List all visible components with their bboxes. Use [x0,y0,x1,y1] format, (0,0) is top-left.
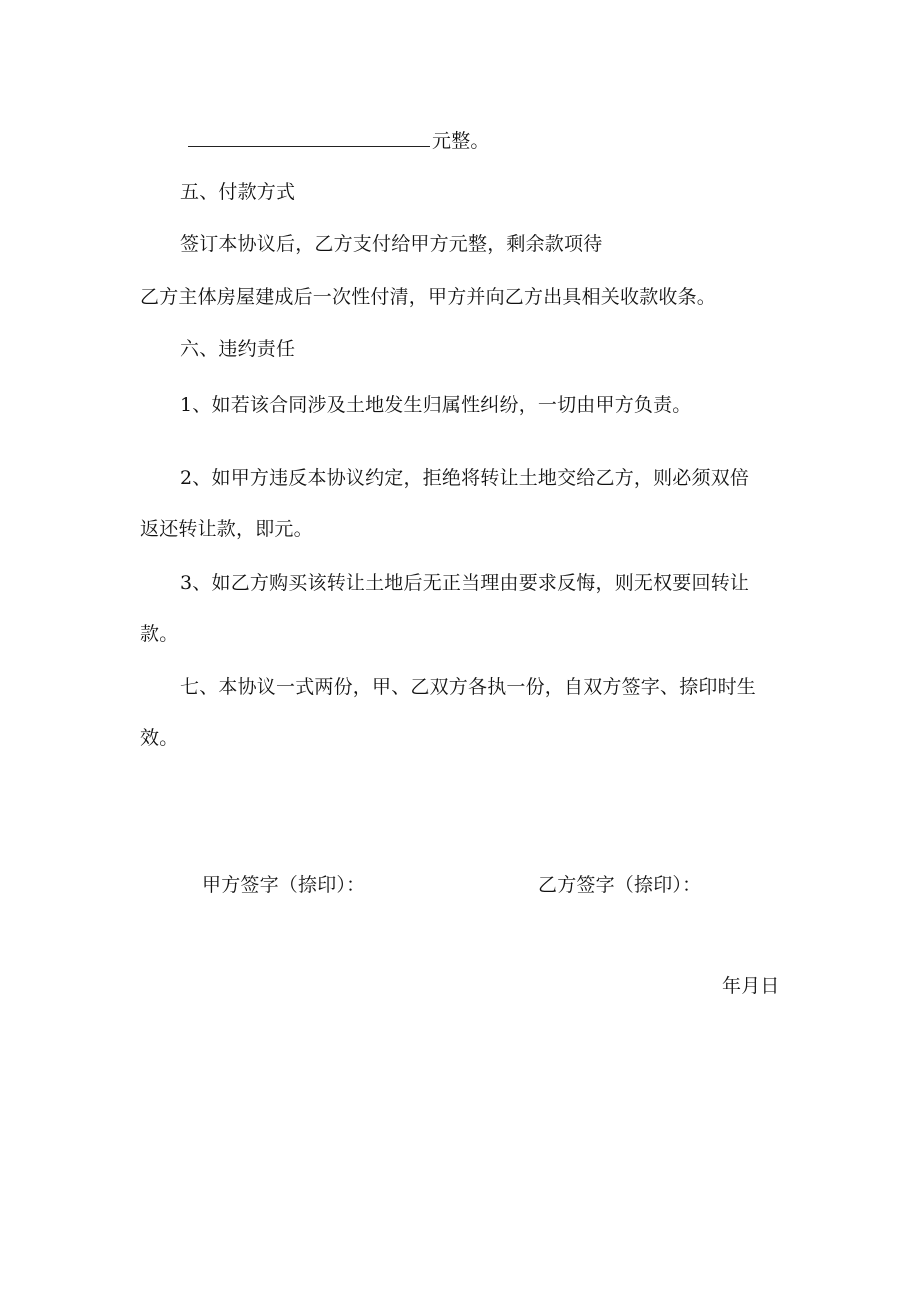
party-b-signature-label: 乙方签字（捺印）： [538,874,702,896]
liability-item-3-line-1: 3、如乙方购买该转让土地后无正当理由要求反悔，则无权要回转让 [180,572,750,594]
section-heading-payment: 五、付款方式 [180,181,296,203]
payment-text-line-1: 签订本协议后，乙方支付给甲方元整，剩余款项待 [180,233,603,255]
liability-item-1: 1、如若该合同涉及土地发生归属性纠纷，一切由甲方负责。 [180,394,692,416]
amount-blank-underline [188,126,430,147]
payment-text-line-2: 乙方主体房屋建成后一次性付清，甲方并向乙方出具相关收款收条。 [140,286,717,308]
signing-date: 年月日 [722,975,780,997]
liability-item-3-line-2: 款。 [140,623,179,645]
amount-suffix: 元整。 [432,130,490,152]
liability-item-2-line-2: 返还转让款，即元。 [140,518,313,540]
amount-line [188,126,490,153]
section-7-line-2: 效。 [140,727,179,749]
liability-item-2-line-1: 2、如甲方违反本协议约定，拒绝将转让土地交给乙方，则必须双倍 [180,467,750,489]
party-a-signature-label: 甲方签字（捺印）： [202,874,366,896]
section-7-line-1: 七、本协议一式两份，甲、乙双方各执一份，自双方签字、捺印时生 [180,676,757,698]
section-heading-liability: 六、违约责任 [180,338,296,360]
